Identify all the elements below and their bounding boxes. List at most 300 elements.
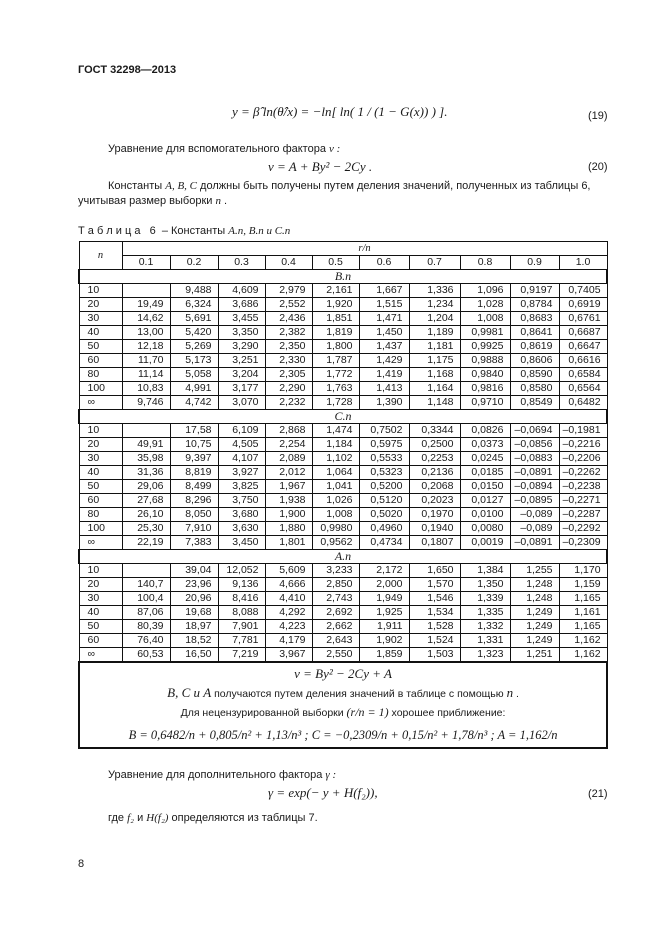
table-cell: –0,2309 <box>559 536 607 550</box>
paragraph-v <box>108 142 340 156</box>
table-cell: 1,026 <box>312 494 359 508</box>
footer-line2-vars: B, C и A <box>167 684 212 700</box>
table-cell: 1,339 <box>460 592 510 606</box>
table-cell: 0,5020 <box>359 508 409 522</box>
table-cell: –0,089 <box>510 508 559 522</box>
footer-line3-text: Для нецензурированной выборки <box>180 707 347 719</box>
paragraph-v-var: v : <box>329 143 341 155</box>
table-cell: 1,096 <box>460 284 510 298</box>
row-n: 20 <box>79 578 122 592</box>
row-n: 30 <box>79 452 122 466</box>
table-row <box>79 578 607 592</box>
table-row <box>79 354 607 368</box>
table-cell: 1,728 <box>312 396 359 410</box>
table-cell: 0,9840 <box>460 368 510 382</box>
table-cell: 12,18 <box>122 340 170 354</box>
table-cell: 1,902 <box>359 634 409 648</box>
table-cell: 2,743 <box>312 592 359 606</box>
constants-vars: A, B, C <box>165 180 197 192</box>
table-cell: 1,102 <box>312 452 359 466</box>
table-cell: 4,179 <box>265 634 312 648</box>
row-n: 100 <box>79 382 122 396</box>
table-cell: 0,9925 <box>460 340 510 354</box>
table-cell: 1,234 <box>409 298 460 312</box>
table-cell: 2,000 <box>359 578 409 592</box>
table-cell: 3,290 <box>218 340 265 354</box>
table-cell: 1,938 <box>265 494 312 508</box>
table-cell: 1,161 <box>559 606 607 620</box>
section-row <box>79 270 607 284</box>
table-cell: 0,7405 <box>559 284 607 298</box>
column-header: 0.9 <box>510 256 559 270</box>
constants-text-b: должны быть получены путем деления значений, полученных из таблицы 6, <box>197 180 591 192</box>
table-row <box>79 452 607 466</box>
table-title-vars: A.n, B.n и C.n <box>228 225 291 237</box>
row-n: 10 <box>79 564 122 578</box>
table-cell: 1,763 <box>312 382 359 396</box>
table-cell: 0,6687 <box>559 326 607 340</box>
table-cell: 9,136 <box>218 578 265 592</box>
table-cell: 39,04 <box>170 564 218 578</box>
table-cell: 0,8590 <box>510 368 559 382</box>
table-cell: –0,0891 <box>510 466 559 480</box>
table-cell: 1,251 <box>510 648 559 663</box>
table-cell: 3,233 <box>312 564 359 578</box>
table-cell: –0,0894 <box>510 480 559 494</box>
table-cell: 0,5533 <box>359 452 409 466</box>
footer-line2-end: . <box>513 687 519 700</box>
table-cell: 0,2023 <box>409 494 460 508</box>
table-title-prefix: Т а б л и ц а 6 – Константы <box>78 225 229 237</box>
table-cell: 4,991 <box>170 382 218 396</box>
table-cell: 1,181 <box>409 340 460 354</box>
footer-approximation: B = 0,6482/n + 0,805/n² + 1,13/n³ ; C = −0,2309/n + 0,15/n² + 1,78/n³ ; A = 1,162/n <box>79 723 607 748</box>
paragraph-gamma-text: Уравнение для дополнительного фактора <box>108 769 323 781</box>
table-cell: 2,868 <box>265 424 312 438</box>
row-n: ∞ <box>79 536 122 550</box>
table-cell: 1,064 <box>312 466 359 480</box>
table-cell: 0,1970 <box>409 508 460 522</box>
paragraph-where <box>108 811 318 825</box>
row-n: 50 <box>79 480 122 494</box>
table-cell: 4,223 <box>265 620 312 634</box>
table-cell: 2,232 <box>265 396 312 410</box>
table-cell: 1,248 <box>510 578 559 592</box>
table-row <box>79 564 607 578</box>
table-row <box>79 368 607 382</box>
table-cell: 0,0826 <box>460 424 510 438</box>
table-row <box>79 326 607 340</box>
table-cell: 1,524 <box>409 634 460 648</box>
rn-header: r/n <box>122 242 607 256</box>
table-cell: 2,172 <box>359 564 409 578</box>
table-cell: 0,1940 <box>409 522 460 536</box>
table-cell: 1,175 <box>409 354 460 368</box>
table-cell: 1,008 <box>312 508 359 522</box>
column-header: 0.3 <box>218 256 265 270</box>
table-cell: –0,2216 <box>559 438 607 452</box>
table-cell: 29,06 <box>122 480 170 494</box>
table-cell: 1,570 <box>409 578 460 592</box>
table-cell: 1,801 <box>265 536 312 550</box>
table-cell: 1,336 <box>409 284 460 298</box>
table-cell <box>122 424 170 438</box>
table-cell: 12,052 <box>218 564 265 578</box>
table-cell: 1,249 <box>510 634 559 648</box>
table-cell: 1,880 <box>265 522 312 536</box>
table-cell: 31,36 <box>122 466 170 480</box>
table-cell: –0,2238 <box>559 480 607 494</box>
table-cell: 22,19 <box>122 536 170 550</box>
table-cell: 2,552 <box>265 298 312 312</box>
table-cell: 0,0080 <box>460 522 510 536</box>
table-cell: –0,2206 <box>559 452 607 466</box>
column-header: 0.4 <box>265 256 312 270</box>
table-cell: 1,323 <box>460 648 510 663</box>
table-cell: 5,269 <box>170 340 218 354</box>
table-row <box>79 606 607 620</box>
table-cell: 1,471 <box>359 312 409 326</box>
table-row <box>79 508 607 522</box>
table-cell: 1,331 <box>460 634 510 648</box>
table-cell: 9,397 <box>170 452 218 466</box>
table-cell: 1,437 <box>359 340 409 354</box>
table-cell: –0,2287 <box>559 508 607 522</box>
table-cell: 8,050 <box>170 508 218 522</box>
table-cell: 0,4960 <box>359 522 409 536</box>
constants-line2-var: n <box>215 195 221 207</box>
table-cell: 1,255 <box>510 564 559 578</box>
where-a: где <box>108 812 128 824</box>
table-row <box>79 634 607 648</box>
table-cell: 1,819 <box>312 326 359 340</box>
table-cell: 0,6564 <box>559 382 607 396</box>
table-cell: 1,787 <box>312 354 359 368</box>
table-cell: 0,0127 <box>460 494 510 508</box>
table-cell: 3,686 <box>218 298 265 312</box>
table-cell: 0,5120 <box>359 494 409 508</box>
table-cell: 7,219 <box>218 648 265 663</box>
footer-line2 <box>79 683 607 703</box>
table-cell: 14,62 <box>122 312 170 326</box>
table-cell: 7,383 <box>170 536 218 550</box>
table-cell: 100,4 <box>122 592 170 606</box>
table-cell: 7,901 <box>218 620 265 634</box>
table-cell: 27,68 <box>122 494 170 508</box>
table-cell: 8,088 <box>218 606 265 620</box>
table-cell: 4,505 <box>218 438 265 452</box>
table-cell: 0,6584 <box>559 368 607 382</box>
table-columns-row <box>79 256 607 270</box>
table-cell: –0,089 <box>510 522 559 536</box>
table-row <box>79 494 607 508</box>
table-cell: 2,254 <box>265 438 312 452</box>
table-cell: 1,925 <box>359 606 409 620</box>
section-row <box>79 410 607 424</box>
table-row <box>79 424 607 438</box>
equation-21: γ = exp(− y + H(f₂)), <box>268 785 378 800</box>
table-cell: 0,0150 <box>460 480 510 494</box>
table-cell: 1,419 <box>359 368 409 382</box>
table-cell: 2,643 <box>312 634 359 648</box>
table-cell: 0,0373 <box>460 438 510 452</box>
table-cell: 1,248 <box>510 592 559 606</box>
table-cell: 6,109 <box>218 424 265 438</box>
table-cell: 1,911 <box>359 620 409 634</box>
table-cell: 0,4734 <box>359 536 409 550</box>
table-cell: 1,028 <box>460 298 510 312</box>
table-cell: 26,10 <box>122 508 170 522</box>
table-cell: 4,609 <box>218 284 265 298</box>
where-b: и <box>134 812 147 824</box>
row-n: 60 <box>79 494 122 508</box>
constants-line2-a: учитывая размер выборки <box>78 195 216 207</box>
table-cell: –0,2271 <box>559 494 607 508</box>
table-cell: 0,2253 <box>409 452 460 466</box>
table-cell: 1,165 <box>559 592 607 606</box>
table-cell: 1,772 <box>312 368 359 382</box>
table-cell: 1,650 <box>409 564 460 578</box>
table-cell: 5,420 <box>170 326 218 340</box>
table-cell: –0,1981 <box>559 424 607 438</box>
footer-line2-row <box>79 683 607 703</box>
column-header: 0.5 <box>312 256 359 270</box>
table-cell: 1,332 <box>460 620 510 634</box>
row-n: ∞ <box>79 396 122 410</box>
table-cell: 9,746 <box>122 396 170 410</box>
column-header: 0.6 <box>359 256 409 270</box>
table-cell: –0,0694 <box>510 424 559 438</box>
table-cell: –0,2292 <box>559 522 607 536</box>
table-cell <box>122 284 170 298</box>
table-cell: 1,164 <box>409 382 460 396</box>
table-cell: 1,859 <box>359 648 409 663</box>
table-cell: 1,800 <box>312 340 359 354</box>
table-cell: 7,781 <box>218 634 265 648</box>
table-cell: 0,8606 <box>510 354 559 368</box>
page-number: 8 <box>78 858 85 870</box>
row-n: 60 <box>79 354 122 368</box>
table-cell: 0,8549 <box>510 396 559 410</box>
table-cell: 1,900 <box>265 508 312 522</box>
table-cell: 1,528 <box>409 620 460 634</box>
table-cell: 3,825 <box>218 480 265 494</box>
table-cell: 0,9710 <box>460 396 510 410</box>
table-cell: 1,170 <box>559 564 607 578</box>
table-cell: 1,384 <box>460 564 510 578</box>
constants-text-a: Константы <box>108 180 166 192</box>
paragraph-constants-line2 <box>78 194 227 208</box>
where-c: определяются из таблицы 7. <box>168 812 318 824</box>
row-n: 10 <box>79 284 122 298</box>
table-cell: 1,851 <box>312 312 359 326</box>
table-cell: 0,0185 <box>460 466 510 480</box>
table-row <box>79 536 607 550</box>
table-cell: 2,550 <box>312 648 359 663</box>
table-cell: 2,979 <box>265 284 312 298</box>
row-n: 80 <box>79 508 122 522</box>
table-cell: 0,8619 <box>510 340 559 354</box>
equation-21-number: (21) <box>588 788 608 800</box>
table-cell: 2,305 <box>265 368 312 382</box>
table-cell: 3,251 <box>218 354 265 368</box>
table-cell: 19,49 <box>122 298 170 312</box>
table-row <box>79 396 607 410</box>
footer-line3 <box>79 703 607 723</box>
table-row <box>79 480 607 494</box>
table-cell: 16,50 <box>170 648 218 663</box>
table-cell: 3,967 <box>265 648 312 663</box>
row-n: 40 <box>79 466 122 480</box>
table-row <box>79 620 607 634</box>
table-cell: 0,8784 <box>510 298 559 312</box>
table-cell: 0,9562 <box>312 536 359 550</box>
table-cell: 1,450 <box>359 326 409 340</box>
table-cell: 6,324 <box>170 298 218 312</box>
table-cell: 2,161 <box>312 284 359 298</box>
table-cell: 1,390 <box>359 396 409 410</box>
table-cell: 3,350 <box>218 326 265 340</box>
table-row <box>79 522 607 536</box>
table-cell: 3,630 <box>218 522 265 536</box>
table-cell: 1,168 <box>409 368 460 382</box>
footer-line2-text: получаются путем деления значений в таблице с помощью <box>211 687 507 700</box>
table-cell: 4,292 <box>265 606 312 620</box>
table-cell: 1,041 <box>312 480 359 494</box>
table-cell: 1,413 <box>359 382 409 396</box>
table-cell: 0,3344 <box>409 424 460 438</box>
table-cell: 0,8580 <box>510 382 559 396</box>
row-n: 30 <box>79 312 122 326</box>
table-cell: 0,5975 <box>359 438 409 452</box>
table-cell: –0,0883 <box>510 452 559 466</box>
row-n: 20 <box>79 438 122 452</box>
table-cell: 0,9197 <box>510 284 559 298</box>
column-header: 1.0 <box>559 256 607 270</box>
table-cell: 49,91 <box>122 438 170 452</box>
table-cell: 1,350 <box>460 578 510 592</box>
n-header: n <box>79 242 122 270</box>
table-cell: 1,249 <box>510 606 559 620</box>
equation-20: v = A + By² − 2Cy . <box>268 159 373 174</box>
table-cell: 19,68 <box>170 606 218 620</box>
row-n: 40 <box>79 606 122 620</box>
document-header: ГОСТ 32298—2013 <box>78 64 177 76</box>
table-cell: 11,14 <box>122 368 170 382</box>
table-cell: 1,949 <box>359 592 409 606</box>
table-cell: 2,089 <box>265 452 312 466</box>
table-cell: –0,0895 <box>510 494 559 508</box>
table-cell: 4,107 <box>218 452 265 466</box>
equation-20-number: (20) <box>588 161 608 173</box>
table-cell: 0,9981 <box>460 326 510 340</box>
constants-table <box>78 241 608 749</box>
paragraph-gamma-var: γ : <box>325 769 337 781</box>
table-row <box>79 340 607 354</box>
constants-line2-b: . <box>220 195 228 207</box>
table-cell: 8,416 <box>218 592 265 606</box>
row-n: 50 <box>79 620 122 634</box>
table-cell: 1,249 <box>510 620 559 634</box>
table-cell: 87,06 <box>122 606 170 620</box>
table-cell: 3,455 <box>218 312 265 326</box>
table-cell: 0,0245 <box>460 452 510 466</box>
table-cell: 2,850 <box>312 578 359 592</box>
table-cell: 0,9980 <box>312 522 359 536</box>
table-cell: 0,5200 <box>359 480 409 494</box>
table-cell: 0,2500 <box>409 438 460 452</box>
table-cell: 5,058 <box>170 368 218 382</box>
table-row <box>79 382 607 396</box>
table-cell: 2,382 <box>265 326 312 340</box>
row-n: 30 <box>79 592 122 606</box>
table-cell: 3,070 <box>218 396 265 410</box>
column-header: 0.8 <box>460 256 510 270</box>
footer-line4-row <box>79 723 607 748</box>
table-cell: –0,2262 <box>559 466 607 480</box>
table-cell: 80,39 <box>122 620 170 634</box>
table-cell: 76,40 <box>122 634 170 648</box>
table-cell: 5,173 <box>170 354 218 368</box>
paragraph-v-text: Уравнение для вспомогательного фактора <box>108 143 326 155</box>
table-row <box>79 312 607 326</box>
footer-line3-expr: (r/n = 1) <box>346 705 389 719</box>
table-cell: –0,0891 <box>510 536 559 550</box>
table-cell: 4,410 <box>265 592 312 606</box>
table-cell: 1,534 <box>409 606 460 620</box>
table-cell: 3,204 <box>218 368 265 382</box>
table-row <box>79 298 607 312</box>
table-cell: 1,165 <box>559 620 607 634</box>
where-hf2: H(f₂) <box>146 812 169 824</box>
table-cell: 0,9816 <box>460 382 510 396</box>
table-cell: 2,330 <box>265 354 312 368</box>
table-cell: 140,7 <box>122 578 170 592</box>
table-cell: 1,335 <box>460 606 510 620</box>
table-cell: 0,5323 <box>359 466 409 480</box>
table-cell: 25,30 <box>122 522 170 536</box>
table-cell: 2,692 <box>312 606 359 620</box>
table-cell: 1,920 <box>312 298 359 312</box>
table-cell: 0,0019 <box>460 536 510 550</box>
table-cell: 1,189 <box>409 326 460 340</box>
table-cell: 0,8641 <box>510 326 559 340</box>
row-n: 100 <box>79 522 122 536</box>
table-cell: 0,9888 <box>460 354 510 368</box>
table-row <box>79 284 607 298</box>
section-label: A.n <box>79 550 607 564</box>
table-cell: 2,290 <box>265 382 312 396</box>
row-n: ∞ <box>79 648 122 663</box>
table-cell: 4,666 <box>265 578 312 592</box>
table-cell: 1,667 <box>359 284 409 298</box>
table-cell: 1,162 <box>559 634 607 648</box>
table-cell: 13,00 <box>122 326 170 340</box>
equation-19: y = β̂ ln(θ̂/x) = −ln[ ln( 1 / (1 − G(x)) ) ]. <box>232 104 448 119</box>
column-header: 0.7 <box>409 256 460 270</box>
table-row <box>79 648 607 663</box>
table-cell: 0,2136 <box>409 466 460 480</box>
table-cell: 3,177 <box>218 382 265 396</box>
section-row <box>79 550 607 564</box>
footer-formula: v = By² − 2Cy + A <box>79 662 607 683</box>
where-f2: f₂ <box>127 812 135 824</box>
table-cell: 23,96 <box>170 578 218 592</box>
table-cell: 1,503 <box>409 648 460 663</box>
table-row <box>79 466 607 480</box>
table-cell: 20,96 <box>170 592 218 606</box>
column-header: 0.2 <box>170 256 218 270</box>
